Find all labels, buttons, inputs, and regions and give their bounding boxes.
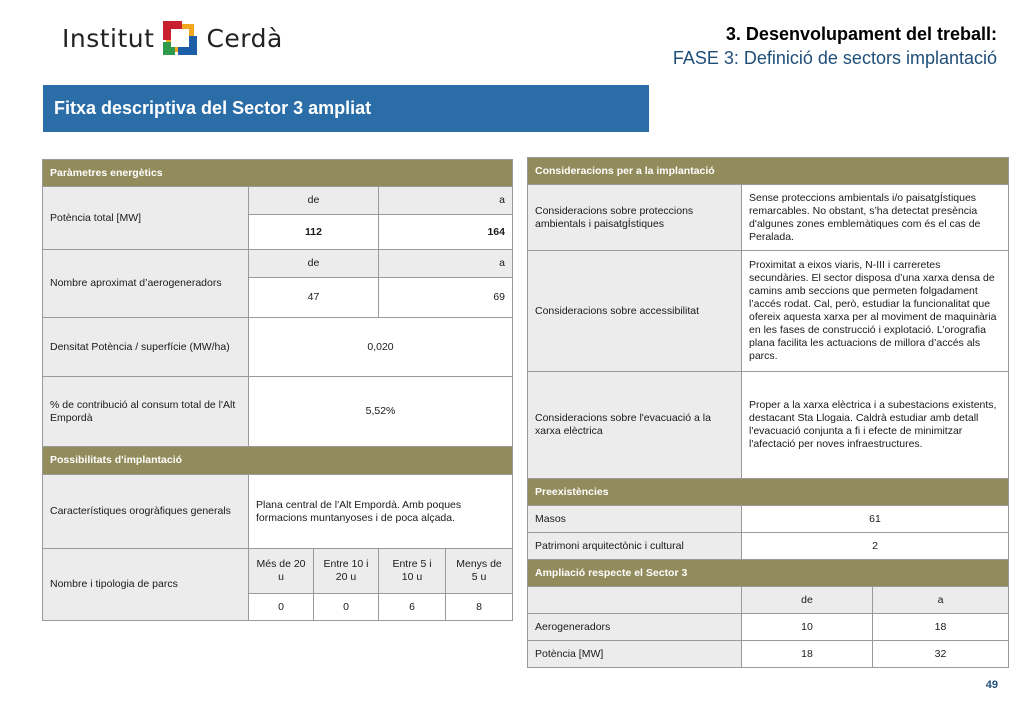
turbines-de-header: de [249, 250, 379, 278]
parks-value: 8 [446, 594, 513, 621]
considerations-header: Consideracions per a la implantació [528, 158, 1009, 185]
masos-label: Masos [528, 506, 742, 533]
expansion-de-header: de [742, 587, 873, 614]
density-label: Densitat Potència / superfície (MW/ha) [43, 318, 249, 377]
accessibility-label: Consideracions sobre accessibilitat [528, 251, 742, 372]
phase-description: Definició de sectors implantació [743, 48, 997, 68]
aero-label: Aerogeneradors [528, 614, 742, 641]
contribution-value: 5,52% [249, 377, 513, 447]
section-title: 3. Desenvolupament del treball: [725, 24, 997, 44]
evacuation-value: Proper a la xarxa elèctrica i a subestacions existents, destacant Sta Llogaia. Caldrà estudiar amb detall l'evacuació conjunta a fi i efecte de minimitzar l'afectació per noves infraestructures. [742, 372, 1009, 479]
logo-text-left: Institut [62, 23, 155, 53]
power-label: Potència total [MW] [43, 187, 249, 250]
orography-value: Plana central de l'Alt Empordà. Amb poques formacions muntanyoses i de poca alçada. [249, 475, 513, 549]
parks-col-header: Entre 10 i 20 u [314, 549, 379, 594]
aero-to-value: 18 [873, 614, 1009, 641]
turbines-label: Nombre aproximat d’aerogeneradors [43, 250, 249, 318]
protection-label: Consideracions sobre proteccions ambientals i paisatgÍstiques [528, 185, 742, 251]
institut-cerda-logo [62, 18, 283, 58]
turbines-to-value: 69 [379, 278, 513, 318]
power-increase-from-value: 18 [742, 641, 873, 668]
power-to-value: 164 [379, 215, 513, 250]
power-increase-to-value: 32 [873, 641, 1009, 668]
expansion-empty-cell [528, 587, 742, 614]
accessibility-value: Proximitat a eixos viaris, N-III i carreretes secundàries. El sector disposa d’una xarxa densa de camins amb seccions que permeten folgadament l’accés rodat. Cal, però, estudiar la funcionalitat que ofereix aquesta xarxa per al moviment de maquinària en les fases de construcció i explotació. L’orografia plana facilita les actuacions de millora d’accés als parcs. [742, 251, 1009, 372]
evacuation-label: Consideracions sobre l'evacuació a la xarxa elèctrica [528, 372, 742, 479]
parks-col-header: Entre 5 i 10 u [379, 549, 446, 594]
logo-text-right: Cerdà [206, 23, 283, 53]
parks-value: 6 [379, 594, 446, 621]
power-from-value: 112 [249, 215, 379, 250]
logo-mark-icon [163, 21, 197, 55]
power-increase-label: Potència [MW] [528, 641, 742, 668]
turbines-from-value: 47 [249, 278, 379, 318]
parks-value: 0 [249, 594, 314, 621]
possibilities-header: Possibilitats d'implantació [43, 447, 513, 475]
implementation-considerations-table [527, 157, 1009, 668]
power-de-header: de [249, 187, 379, 215]
heritage-value: 2 [742, 533, 1009, 560]
density-value: 0,020 [249, 318, 513, 377]
parks-label: Nombre i tipologia de parcs [43, 549, 249, 621]
energy-parameters-header: Paràmetres energètics [43, 160, 513, 187]
masos-value: 61 [742, 506, 1009, 533]
power-a-header: a [379, 187, 513, 215]
parks-col-header: Menys de 5 u [446, 549, 513, 594]
heritage-label: Patrimoni arquitectònic i cultural [528, 533, 742, 560]
parks-value: 0 [314, 594, 379, 621]
aero-from-value: 10 [742, 614, 873, 641]
sheet-title-banner: Fitxa descriptiva del Sector 3 ampliat [43, 85, 649, 132]
section-heading [673, 24, 997, 69]
energy-parameters-table [42, 159, 513, 621]
protection-value: Sense proteccions ambientals i/o paisatgÍstiques remarcables. No obstant, s’ha detectat presència d'algunes zones emblemàtiques com és el cas de Peralada. [742, 185, 1009, 251]
page-number: 49 [985, 679, 998, 691]
parks-col-header: Més de 20 u [249, 549, 314, 594]
contribution-label: % de contribució al consum total de l'Alt Empordà [43, 377, 249, 447]
section-subtitle [673, 48, 997, 69]
phase-label: FASE 3: [672, 48, 739, 68]
preexisting-header: Preexistències [528, 479, 1009, 506]
expansion-a-header: a [873, 587, 1009, 614]
orography-label: Característiques orogràfiques generals [43, 475, 249, 549]
turbines-a-header: a [379, 250, 513, 278]
expansion-header: Ampliació respecte el Sector 3 [528, 560, 1009, 587]
